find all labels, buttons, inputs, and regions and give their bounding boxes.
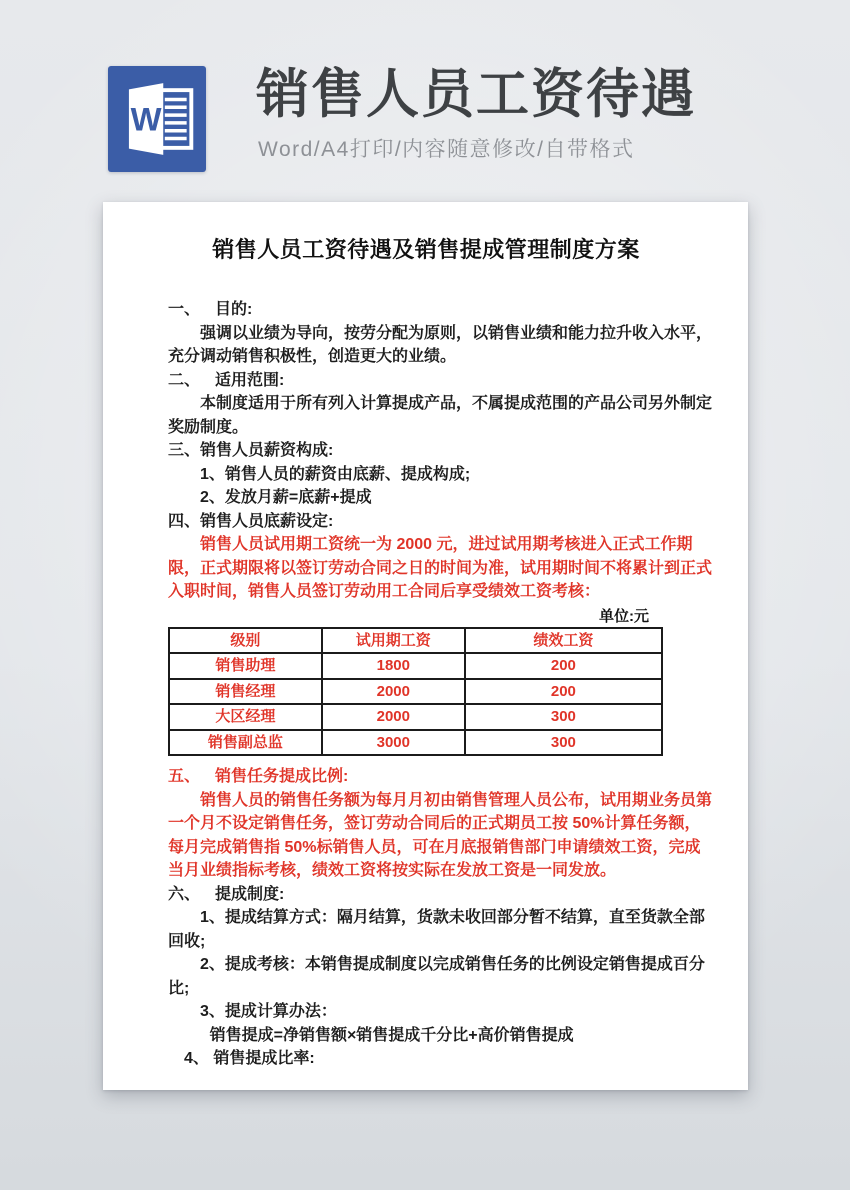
document-page bbox=[103, 202, 748, 1090]
section-3-title: 销售人员薪资构成: bbox=[200, 442, 334, 459]
salary-table-header-cell: 级别 bbox=[169, 628, 322, 654]
section-2-number: 二、 bbox=[168, 371, 201, 389]
salary-table-cell: 3000 bbox=[322, 730, 465, 756]
word-icon-letter: W bbox=[130, 100, 162, 138]
salary-table-cell: 300 bbox=[465, 704, 662, 730]
salary-table-row bbox=[169, 730, 662, 756]
salary-table-row bbox=[169, 679, 662, 705]
section-6-item-3: 3、提成计算办法： bbox=[200, 1003, 337, 1020]
commission-formula: 销售提成=净销售额×销售提成千分比+高价销售提成 bbox=[209, 1026, 574, 1044]
section-6-number: 六、 bbox=[168, 885, 201, 903]
section-3-heading bbox=[168, 439, 712, 463]
salary-table-row bbox=[169, 653, 662, 679]
salary-table-row bbox=[169, 704, 662, 730]
salary-table-cell: 销售经理 bbox=[169, 679, 322, 705]
salary-table-cell: 200 bbox=[465, 653, 662, 679]
template-subtitle: Word/A4打印/内容随意修改/自带格式 bbox=[258, 138, 635, 161]
table-unit-label: 单位:元 bbox=[599, 607, 649, 625]
section-5-number: 五、 bbox=[168, 768, 201, 785]
salary-table-header-cell: 绩效工资 bbox=[465, 628, 662, 654]
salary-table-cell: 300 bbox=[465, 730, 662, 756]
section-2-paragraph: 本制度适用于所有列入计算提成产品，不属提成范围的产品公司另外制定奖励制度。 bbox=[168, 395, 713, 436]
section-4-number: 四、 bbox=[168, 512, 201, 530]
section-6-heading bbox=[168, 883, 712, 907]
salary-table-header-row bbox=[169, 628, 662, 654]
salary-table-cell: 大区经理 bbox=[169, 704, 322, 730]
salary-table-cell: 2000 bbox=[322, 704, 465, 730]
section-3-item-2: 2、发放月薪=底薪+提成 bbox=[200, 489, 372, 506]
section-6-item-4: 4、 销售提成比率: bbox=[184, 1050, 315, 1067]
salary-table-header-cell: 试用期工资 bbox=[322, 628, 465, 654]
salary-table-cell: 销售助理 bbox=[169, 653, 322, 679]
salary-table-cell: 销售副总监 bbox=[169, 730, 322, 756]
banner-titles bbox=[256, 66, 696, 163]
document-title: 销售人员工资待遇及销售提成管理制度方案 bbox=[212, 237, 640, 262]
word-icon bbox=[118, 76, 196, 162]
section-1-paragraph: 强调以业绩为导向，按劳分配为原则，以销售业绩和能力拉升收入水平，充分调动销售积极性，创造更大的业绩。 bbox=[168, 324, 713, 365]
section-3-number: 三、 bbox=[168, 442, 201, 459]
section-3-item-1: 1、销售人员的薪资由底薪、提成构成; bbox=[200, 465, 471, 483]
section-2-title: 适用范围: bbox=[215, 371, 285, 389]
salary-table-cell: 2000 bbox=[322, 679, 465, 705]
section-4-heading bbox=[168, 510, 712, 534]
section-1-heading bbox=[168, 298, 712, 322]
section-4-paragraph: 销售人员试用期工资统一为 2000 元，进过试用期考核进入正式工作期限，正式期限将以签订劳动合同之日的时间为准，试用期时间不将累计到正式入职时间，销售人员签订劳动用工合同后享受绩效工资考核： bbox=[168, 536, 713, 600]
document-body bbox=[168, 298, 712, 1071]
section-6-title: 提成制度: bbox=[215, 885, 285, 903]
word-logo bbox=[108, 66, 206, 172]
section-4-title: 销售人员底薪设定: bbox=[200, 512, 334, 530]
section-1-title: 目的: bbox=[215, 301, 253, 318]
section-5-paragraph: 销售人员的销售任务额为每月月初由销售管理人员公布，试用期业务员第一个月不设定销售任务，签订劳动合同后的正式期员工按 50%计算任务额，每月完成销售指 50%标销售人员，可在月底报销售部门申请绩效工资，完成当月业绩指标考核，绩效工资将按实际在发放工资是一同发放。 bbox=[168, 791, 713, 879]
section-5-title: 销售任务提成比例: bbox=[215, 768, 349, 785]
salary-table-cell: 200 bbox=[465, 679, 662, 705]
section-6-item-1: 1、提成结算方式：隔月结算，货款未收回部分暂不结算，直至货款全部回收; bbox=[168, 909, 705, 950]
section-5-heading bbox=[168, 765, 712, 789]
banner bbox=[108, 66, 696, 172]
section-1-number: 一、 bbox=[168, 301, 201, 318]
salary-table-cell: 1800 bbox=[322, 653, 465, 679]
section-2-heading bbox=[168, 369, 712, 393]
section-6-item-2: 2、提成考核：本销售提成制度以完成销售任务的比例设定销售提成百分比; bbox=[168, 956, 705, 997]
template-title: 销售人员工资待遇 bbox=[256, 65, 696, 124]
salary-table bbox=[168, 627, 663, 757]
